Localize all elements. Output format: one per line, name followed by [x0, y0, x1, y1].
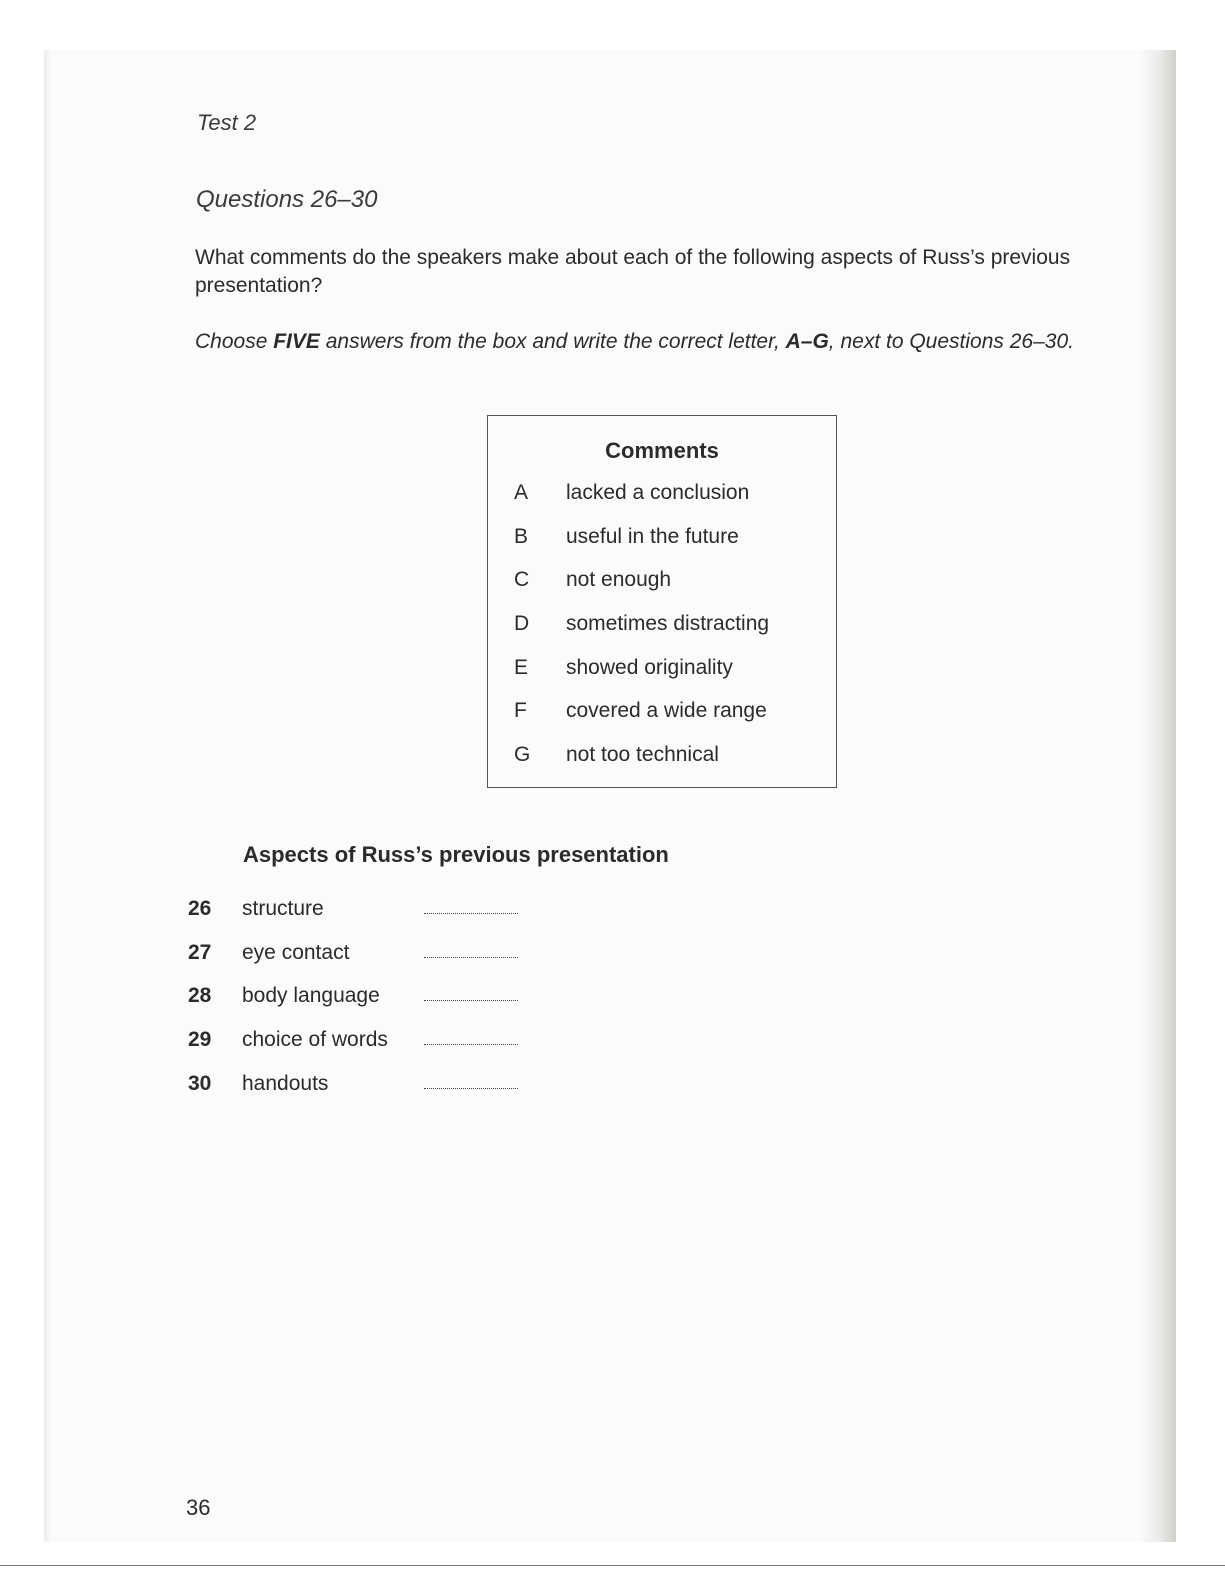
answer-blank[interactable] — [424, 1000, 518, 1001]
option-text: lacked a conclusion — [566, 481, 750, 504]
choose-pre: Choose — [195, 330, 274, 353]
bottom-rule — [0, 1565, 1225, 1566]
choose-count: FIVE — [273, 330, 320, 353]
option-letter: C — [514, 568, 530, 591]
page-shadow-right — [1140, 50, 1176, 1542]
aspect-label: eye contact — [242, 941, 350, 964]
comment-option — [514, 656, 733, 686]
option-text: sometimes distracting — [566, 612, 770, 635]
instruction-text: What comments do the speakers make about each of the following aspects of Russ’s previous presentation? — [195, 246, 1071, 297]
page-number: 36 — [186, 1495, 211, 1520]
option-letter: B — [514, 525, 529, 548]
option-text: not too technical — [566, 743, 719, 766]
option-text: useful in the future — [566, 525, 739, 548]
page-shadow-left — [44, 50, 52, 1542]
comment-option — [514, 743, 719, 773]
aspect-label: choice of words — [242, 1028, 388, 1051]
comment-option — [514, 481, 749, 511]
question-number: 30 — [188, 1072, 212, 1095]
aspect-label: handouts — [242, 1072, 329, 1095]
choose-post: , next to Questions 26–30. — [828, 330, 1074, 353]
running-head: Test 2 — [197, 110, 257, 135]
question-number: 27 — [188, 941, 212, 964]
answer-blank[interactable] — [424, 1044, 518, 1045]
aspects-heading: Aspects of Russ’s previous presentation — [243, 842, 669, 867]
choose-instruction — [195, 328, 1075, 356]
option-letter: D — [514, 612, 530, 635]
comment-option — [514, 525, 739, 555]
question-number: 28 — [188, 984, 212, 1007]
option-letter: F — [514, 699, 527, 722]
answer-blank[interactable] — [424, 1088, 518, 1089]
answer-blank[interactable] — [424, 913, 518, 914]
comments-box — [487, 415, 837, 788]
answer-blank[interactable] — [424, 957, 518, 958]
option-text: not enough — [566, 568, 672, 591]
aspect-label: body language — [242, 984, 380, 1007]
comments-box-title: Comments — [605, 438, 719, 463]
option-letter: A — [514, 481, 529, 504]
option-text: showed originality — [566, 656, 733, 679]
comment-option — [514, 568, 671, 598]
choose-range: A–G — [785, 330, 829, 353]
question-number: 29 — [188, 1028, 212, 1051]
option-text: covered a wide range — [566, 699, 767, 722]
questions-heading: Questions 26–30 — [196, 186, 378, 213]
comment-option — [514, 699, 767, 729]
option-letter: E — [514, 656, 529, 679]
aspect-label: structure — [242, 897, 324, 920]
choose-mid: answers from the box and write the correct letter, — [319, 330, 786, 353]
question-number: 26 — [188, 897, 212, 920]
comment-option — [514, 612, 769, 642]
option-letter: G — [514, 743, 531, 766]
